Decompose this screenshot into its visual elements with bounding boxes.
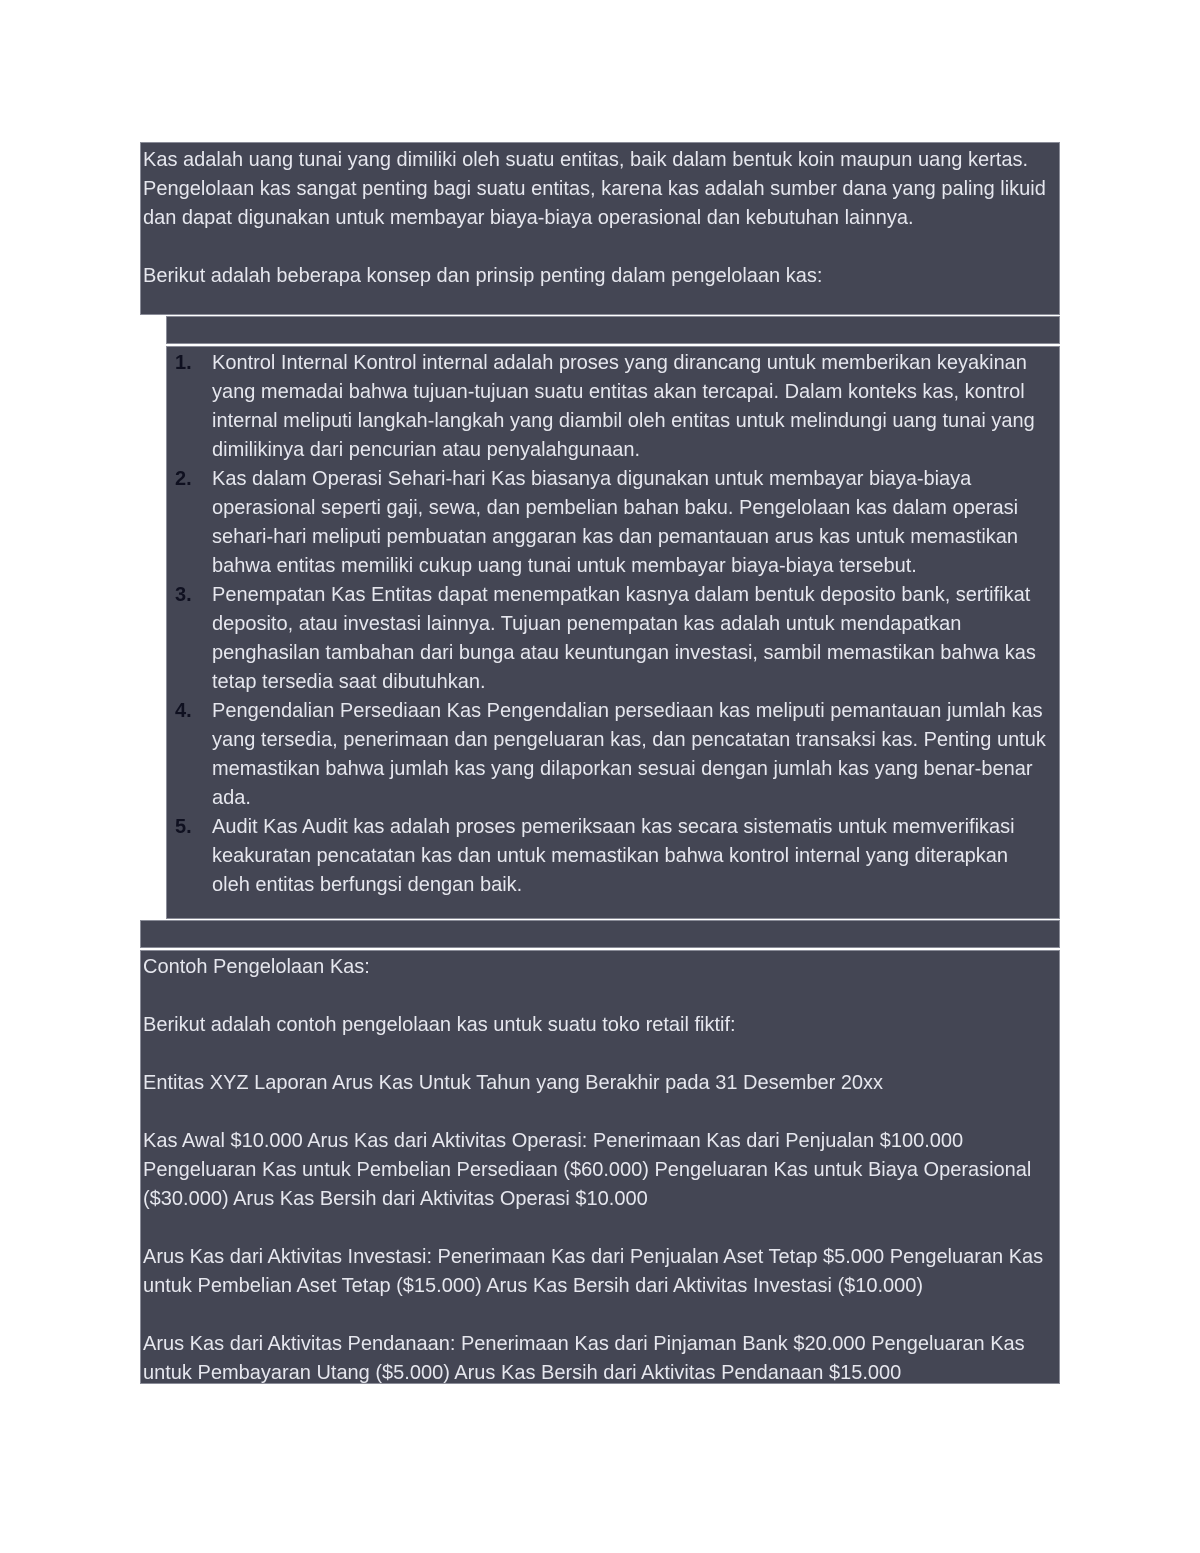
example-heading: Contoh Pengelolaan Kas: — [143, 956, 370, 978]
intro-block — [140, 142, 1060, 315]
list-item — [167, 813, 1049, 900]
spacer-bar — [140, 920, 1060, 948]
operating-activities: Kas Awal $10.000 Arus Kas dari Aktivitas Operasi: Penerimaan Kas dari Penjualan $100.000 Pengeluaran Kas untuk Pembelian Persediaan ($60.000) Pengeluaran Kas untuk Biaya Operasional ($30.000) Arus Kas Bersih dari Aktivitas Operasi $10.000 — [143, 1130, 1032, 1210]
list-number: 4. — [175, 700, 192, 722]
list-item-text: Kas dalam Operasi Sehari-hari Kas biasanya digunakan untuk membayar biaya-biaya operasional seperti gaji, sewa, dan pembelian bahan baku. Pengelolaan kas dalam operasi sehari-hari meliputi pembuatan anggaran kas dan pemantauan arus kas untuk memastikan bahwa entitas memiliki cukup uang tunai untuk membayar biaya-biaya tersebut. — [212, 468, 1019, 577]
list-number: 3. — [175, 584, 192, 606]
list-item — [167, 465, 1049, 581]
paragraph-gap — [143, 1098, 1053, 1127]
paragraph-gap — [143, 1040, 1053, 1069]
intro-paragraph: Kas adalah uang tunai yang dimiliki oleh suatu entitas, baik dalam bentuk koin maupun uang kertas. Pengelolaan kas sangat penting bagi suatu entitas, karena kas adalah sumber dana yang paling likuid dan dapat digunakan untuk membayar biaya-biaya operasional dan kebutuhan lainnya. — [143, 149, 1046, 229]
example-lead-in: Berikut adalah contoh pengelolaan kas untuk suatu toko retail fiktif: — [143, 1014, 736, 1036]
principles-list — [167, 349, 1049, 900]
list-item-text: Penempatan Kas Entitas dapat menempatkan kasnya dalam bentuk deposito bank, sertifikat deposito, atau investasi lainnya. Tujuan penempatan kas adalah untuk mendapatkan penghasilan tambahan dari bunga atau keuntungan investasi, sambil memastikan bahwa kas tetap tersedia saat dibutuhkan. — [212, 584, 1036, 693]
example-block — [140, 950, 1060, 1384]
list-item-text: Pengendalian Persediaan Kas Pengendalian persediaan kas meliputi pemantauan jumlah kas yang tersedia, penerimaan dan pengeluaran kas, dan pencatatan transaksi kas. Penting untuk memastikan bahwa jumlah kas yang dilaporkan sesuai dengan jumlah kas yang benar-benar ada. — [212, 700, 1046, 809]
paragraph-gap — [143, 1214, 1053, 1243]
paragraph-gap — [143, 982, 1053, 1011]
list-number: 2. — [175, 468, 192, 490]
list-item-text: Kontrol Internal Kontrol internal adalah proses yang dirancang untuk memberikan keyakinan yang memadai bahwa tujuan-tujuan suatu entitas akan tercapai. Dalam konteks kas, kontrol internal meliputi langkah-langkah yang diambil oleh entitas untuk melindungi uang tunai yang dimilikinya dari pencurian atau penyalahgunaan. — [212, 352, 1035, 461]
spacer-bar — [166, 316, 1060, 344]
report-title: Entitas XYZ Laporan Arus Kas Untuk Tahun yang Berakhir pada 31 Desember 20xx — [143, 1072, 884, 1094]
intro-lead-in: Berikut adalah beberapa konsep dan prinsip penting dalam pengelolaan kas: — [143, 265, 823, 287]
list-number: 1. — [175, 352, 192, 374]
list-number: 5. — [175, 816, 192, 838]
paragraph-gap — [143, 233, 1053, 262]
investing-activities: Arus Kas dari Aktivitas Investasi: Penerimaan Kas dari Penjualan Aset Tetap $5.000 Pengeluaran Kas untuk Pembelian Aset Tetap ($15.000) Arus Kas Bersih dari Aktivitas Investasi ($10.000) — [143, 1246, 1044, 1297]
paragraph-gap — [143, 1301, 1053, 1330]
list-item — [167, 697, 1049, 813]
list-item-text: Audit Kas Audit kas adalah proses pemeriksaan kas secara sistematis untuk memverifikasi keakuratan pencatatan kas dan untuk memastikan bahwa kontrol internal yang diterapkan oleh entitas berfungsi dengan baik. — [212, 816, 1015, 896]
list-item — [167, 349, 1049, 465]
financing-activities: Arus Kas dari Aktivitas Pendanaan: Penerimaan Kas dari Pinjaman Bank $20.000 Pengeluaran Kas untuk Pembayaran Utang ($5.000) Arus Kas Bersih dari Aktivitas Pendanaan $15.000 — [143, 1333, 1025, 1384]
principles-block — [166, 346, 1060, 919]
list-item — [167, 581, 1049, 697]
